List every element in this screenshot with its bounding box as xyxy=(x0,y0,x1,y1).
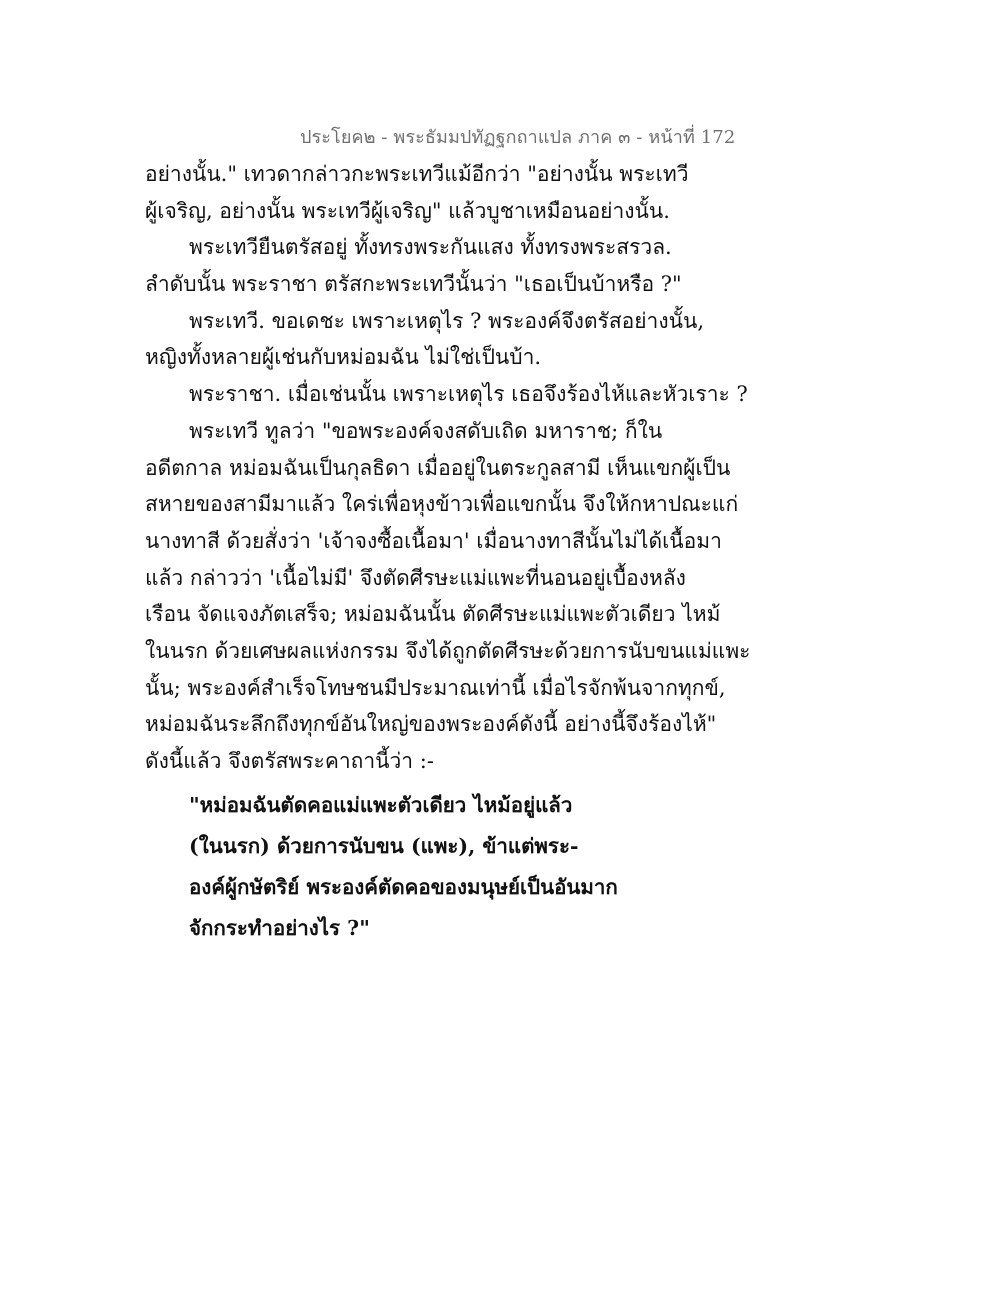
body-line-5: พระเทวี. ขอเดชะ เพราะเหตุไร ? พระองค์จึงตรัสอย่างนั้น, xyxy=(189,308,704,333)
body-line-3: พระเทวียืนตรัสอยู่ ทั้งทรงพระกันแสง ทั้งทรงพระสรวล. xyxy=(189,235,672,260)
body-line-11: นางทาสี ด้วยสั่งว่า 'เจ้าจงซื้อเนื้อมา' เมื่อนางทาสีนั้นไม่ได้เนื้อมา xyxy=(145,528,722,553)
body-line-15: นั้น; พระองค์สำเร็จโทษชนมีประมาณเท่านี้ เมื่อไรจักพ้นจากทุกข์, xyxy=(145,675,726,700)
verse-line-4: จักกระทำอย่างไร ?" xyxy=(189,915,370,940)
verse-line-2: (ในนรก) ด้วยการนับขน (แพะ), ข้าแต่พระ- xyxy=(189,833,579,858)
body-line-7: พระราชา. เมื่อเช่นนั้น เพราะเหตุไร เธอจึงร้องไห้และหัวเราะ ? xyxy=(189,382,748,407)
body-line-12: แล้ว กล่าวว่า 'เนื้อไม่มี' จึงตัดศีรษะแม่แพะที่นอนอยู่เบื้องหลัง xyxy=(145,565,686,590)
body-line-16: หม่อมฉันระลึกถึงทุกข์อันใหญ่ของพระองค์ดังนี้ อย่างนี้จึงร้องไห้" xyxy=(145,712,717,737)
body-line-14: ในนรก ด้วยเศษผลแห่งกรรม จึงได้ถูกตัดศีรษะด้วยการนับขนแม่แพะ xyxy=(145,638,751,663)
body-line-1: อย่างนั้น." เทวดากล่าวกะพระเทวีแม้อีกว่า "อย่างนั้น พระเทวี xyxy=(145,162,689,186)
body-line-8: พระเทวี ทูลว่า "ขอพระองค์จงสดับเถิด มหาราช; ก็ใน xyxy=(189,418,663,443)
body-text xyxy=(145,156,751,949)
body-line-6: หญิงทั้งหลายผู้เช่นกับหม่อมฉัน ไม่ใช่เป็นบ้า. xyxy=(145,345,542,370)
verse-block xyxy=(145,785,705,949)
running-header: ประโยค๒ - พระธัมมปทัฏฐกถาแปล ภาค ๓ - หน้าที่ 172 xyxy=(300,127,736,148)
body-line-13: เรือน จัดแจงภัตเสร็จ; หม่อมฉันนั้น ตัดศีรษะแม่แพะตัวเดียว ไหม้ xyxy=(145,602,721,627)
verse-line-1: "หม่อมฉันตัดคอแม่แพะตัวเดียว ไหม้อยู่แล้ว xyxy=(189,792,573,817)
body-line-9: อดีตกาล หม่อมฉันเป็นกุลธิดา เมื่ออยู่ในตระกูลสามี เห็นแขกผู้เป็น xyxy=(145,455,731,480)
body-line-4: ลำดับนั้น พระราชา ตรัสกะพระเทวีนั้นว่า "เธอเป็นบ้าหรือ ?" xyxy=(145,272,682,297)
verse-line-3: องค์ผู้กษัตริย์ พระองค์ตัดคอของมนุษย์เป็นอันมาก xyxy=(189,874,618,899)
body-line-17: ดังนี้แล้ว จึงตรัสพระคาถานี้ว่า :- xyxy=(145,749,434,773)
body-line-10: สหายของสามีมาแล้ว ใคร่เพื่อหุงข้าวเพื่อแขกนั้น จึงให้กหาปณะแก่ xyxy=(145,492,739,517)
body-line-2: ผู้เจริญ, อย่างนั้น พระเทวีผู้เจริญ" แล้วบูชาเหมือนอย่างนั้น. xyxy=(145,198,670,223)
